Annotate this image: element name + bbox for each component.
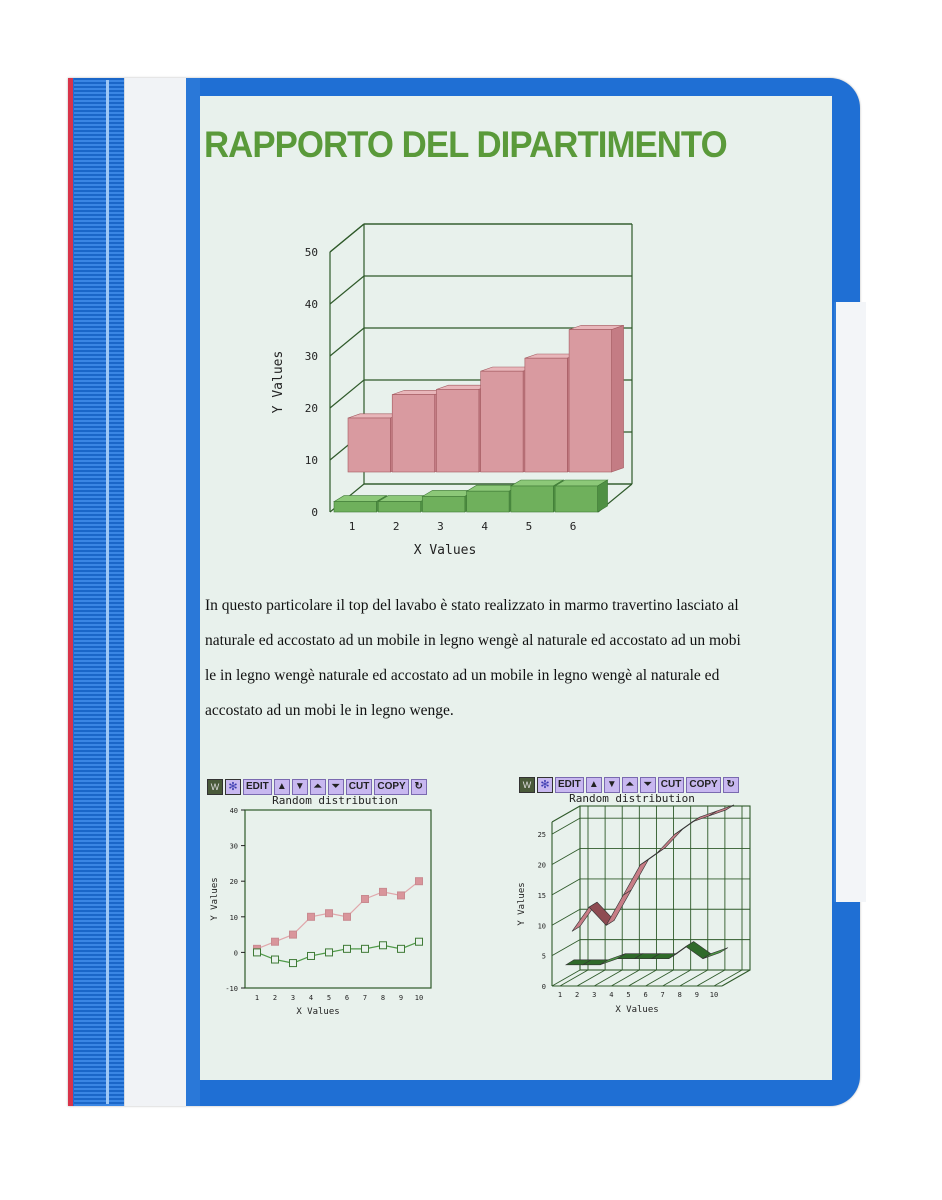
x-tick-label: 5 (626, 991, 631, 999)
y-tick-label: 30 (304, 350, 318, 363)
x-tick-label: 3 (437, 520, 444, 533)
refresh-icon[interactable]: ↻ (411, 779, 427, 795)
y-tick-label: 25 (537, 831, 546, 840)
chart-app-icon[interactable]: W (519, 777, 535, 793)
move-down-button[interactable]: ▼ (604, 777, 620, 793)
data-point (344, 945, 351, 952)
x-tick-label: 6 (569, 520, 577, 533)
y-tick-label: 10 (229, 913, 238, 922)
grid-line (552, 849, 580, 865)
x-tick-label: 10 (414, 994, 424, 1002)
grid-line (330, 380, 364, 408)
green-bar (467, 491, 509, 512)
grid-line (552, 940, 580, 956)
grid-line (594, 970, 622, 986)
x-axis-label: X Values (615, 1005, 659, 1015)
x-tick-label: 3 (290, 994, 296, 1002)
green-bar (555, 486, 597, 512)
x-tick-label: 3 (592, 991, 597, 999)
grid-line (330, 276, 364, 304)
y-tick-label: 15 (537, 891, 546, 900)
y-tick-label: 20 (537, 861, 546, 870)
cut-button[interactable]: CUT (658, 777, 685, 793)
y-tick-label: 20 (304, 402, 318, 415)
strip-edge (186, 78, 200, 1106)
paragraph (205, 588, 817, 728)
pink-bar (348, 418, 390, 472)
grid-line (680, 970, 708, 986)
data-point (344, 913, 351, 920)
y-tick-label: 10 (304, 454, 318, 467)
x-axis-label: X Values (413, 543, 477, 558)
frame-edge (722, 970, 750, 986)
grid-line (560, 970, 588, 986)
y-tick-label: 0 (541, 983, 546, 991)
folder-spine (74, 78, 124, 1106)
grid-line (697, 970, 725, 986)
y-axis-label: Y Values (210, 877, 220, 921)
ribbon-segment (692, 811, 717, 822)
green-bar (378, 502, 420, 512)
grid-line (663, 970, 691, 986)
pink-bar (569, 330, 611, 472)
y-tick-label: 20 (229, 878, 238, 887)
x-tick-label: 1 (557, 991, 563, 999)
data-point (326, 949, 333, 956)
x-tick-label: 8 (380, 994, 386, 1002)
page-title: RAPPORTO DEL DIPARTIMENTO (204, 124, 727, 165)
main-bar-chart (260, 216, 660, 566)
y-tick-label: 10 (537, 922, 546, 931)
grid-line (577, 970, 605, 986)
paragraph-line-4: accostato ad un mobi le in legno wenge. (205, 702, 454, 719)
x-tick-label: 9 (398, 994, 404, 1002)
y-tick-label: 50 (304, 246, 318, 259)
paragraph-line-2: naturale ed accostato ad un mobile in legno wengè al naturale ed accostato ad un mobi (205, 632, 741, 649)
data-point (380, 942, 387, 949)
ribbon-segment (709, 805, 734, 816)
fan-icon[interactable]: ✻ (537, 777, 553, 793)
frame-edge (552, 806, 580, 822)
x-tick-label: 2 (392, 520, 400, 533)
chart-title: Random distribution (272, 794, 398, 807)
paragraph-line-3: le in legno wengè naturale ed accostato ad un mobile in legno wengè al naturale ed (205, 667, 720, 684)
pink-bar (436, 389, 478, 472)
paragraph-line-1: In questo particolare il top del lavabo è stato realizzato in marmo travertino lasciato al (205, 597, 739, 614)
data-point (326, 910, 333, 917)
left-line-chart (205, 792, 445, 1022)
spine-highlight (106, 80, 109, 1104)
label-strip (124, 78, 188, 1106)
grid-line (611, 970, 639, 986)
move-up-button[interactable]: ▲ (274, 779, 290, 795)
ribbon-segment (623, 860, 648, 895)
y-tick-label: 40 (229, 807, 238, 815)
pink-bar (392, 395, 434, 472)
edit-button[interactable]: EDIT (243, 779, 272, 795)
data-point (308, 913, 315, 920)
copy-button[interactable]: COPY (374, 779, 408, 795)
x-tick-label: 1 (348, 520, 356, 533)
move-bottom-button[interactable]: ⏷ (640, 777, 656, 793)
data-point (308, 952, 315, 959)
green-bar (334, 502, 376, 512)
pink-bar (525, 358, 567, 472)
green-bar (511, 486, 553, 512)
grid-line (628, 970, 656, 986)
y-tick-label: 0 (311, 506, 318, 519)
x-tick-label: 2 (272, 994, 278, 1002)
data-point (416, 938, 423, 945)
x-tick-label: 1 (254, 994, 260, 1002)
x-tick-label: 4 (481, 520, 488, 533)
x-tick-label: 5 (525, 520, 533, 533)
pink-bar (481, 371, 523, 472)
copy-button[interactable]: COPY (686, 777, 720, 793)
x-tick-label: 9 (694, 991, 699, 999)
data-point (362, 945, 369, 952)
data-point (362, 896, 369, 903)
y-tick-label: 0 (233, 949, 238, 958)
data-point (380, 888, 387, 895)
grid-line (552, 879, 580, 895)
x-tick-label: 8 (677, 991, 682, 999)
move-up-button[interactable]: ▲ (586, 777, 602, 793)
grid-line (552, 909, 580, 925)
data-point (290, 931, 297, 938)
grid-line (552, 818, 580, 834)
data-point (272, 938, 279, 945)
x-tick-label: 5 (326, 994, 332, 1002)
x-tick-label: 6 (344, 994, 350, 1002)
pink-bar-side (612, 325, 624, 472)
x-tick-label: 2 (575, 991, 580, 999)
fan-icon[interactable]: ✻ (225, 779, 241, 795)
ribbon-segment (606, 890, 631, 925)
grid-line (714, 970, 742, 986)
move-top-button[interactable]: ⏶ (310, 779, 326, 795)
data-point (416, 878, 423, 885)
x-axis-label: X Values (296, 1007, 340, 1017)
grid-line (552, 970, 580, 986)
y-axis-label: Y Values (517, 882, 527, 926)
series-line (257, 942, 419, 963)
chart-app-icon[interactable]: W (207, 779, 223, 795)
x-tick-label: 7 (660, 991, 665, 999)
data-point (398, 892, 405, 899)
move-bottom-button[interactable]: ⏷ (328, 779, 344, 795)
green-bar (422, 496, 464, 512)
x-tick-label: 4 (609, 991, 614, 999)
y-tick-label: -10 (225, 985, 238, 993)
x-tick-label: 4 (308, 994, 314, 1002)
data-point (398, 945, 405, 952)
folder-red-edge (68, 78, 73, 1106)
grid-line (646, 970, 674, 986)
series-line (257, 881, 419, 949)
data-point (272, 956, 279, 963)
y-tick-label: 5 (541, 952, 546, 961)
refresh-icon[interactable]: ↻ (723, 777, 739, 793)
data-point (290, 960, 297, 967)
move-down-button[interactable]: ▼ (292, 779, 308, 795)
y-tick-label: 30 (229, 842, 238, 851)
y-tick-label: 40 (304, 298, 318, 311)
right-3d-line-chart (512, 790, 752, 1020)
ribbon-segment (600, 954, 625, 965)
y-axis-label: Y Values (271, 350, 286, 414)
x-tick-label: 6 (643, 991, 648, 999)
x-tick-label: 10 (709, 991, 719, 999)
chart-title: Random distribution (569, 792, 695, 805)
green-bar-side (598, 480, 608, 512)
move-top-button[interactable]: ⏶ (622, 777, 638, 793)
folder-tab-cut (834, 302, 866, 902)
data-point (254, 949, 261, 956)
edit-button[interactable]: EDIT (555, 777, 584, 793)
grid-line (330, 328, 364, 356)
frame-edge (330, 224, 364, 252)
x-tick-label: 7 (362, 994, 368, 1002)
cut-button[interactable]: CUT (346, 779, 373, 795)
